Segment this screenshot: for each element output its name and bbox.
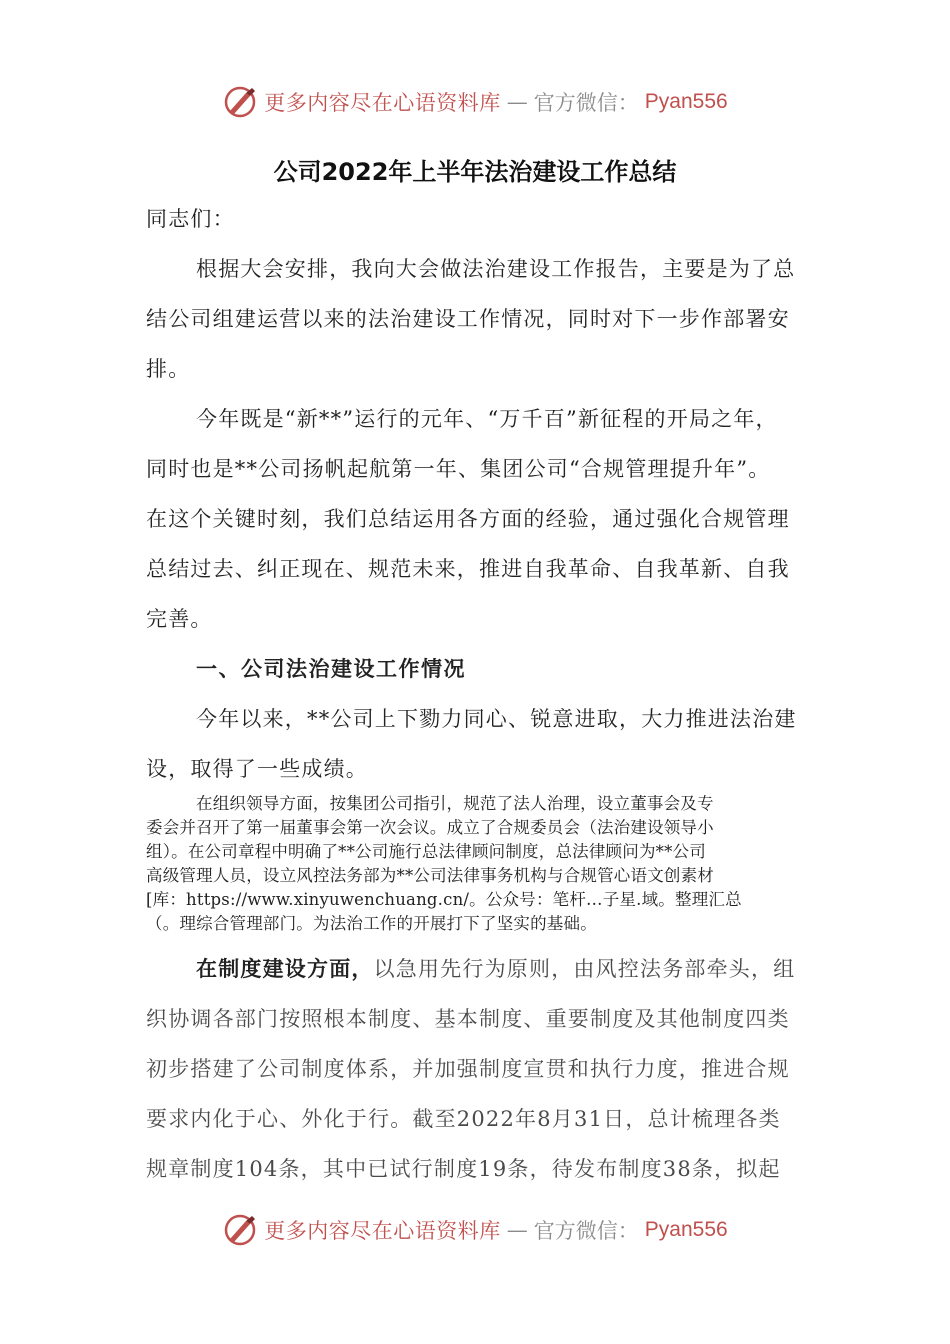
paragraph-line: 今年以来，**公司上下勠力同心、锐意进取，大力推进法治建 [196, 707, 797, 731]
paragraph-line: 排。 [146, 357, 191, 381]
paragraph-line [196, 954, 795, 984]
paragraph-line: 要求内化于心、外化于行。截至2022年8月31日，总计梳理各类 [146, 1107, 781, 1131]
banner-text: 更多内容尽在心语资料库 [264, 91, 501, 115]
paragraph-line: 在这个关键时刻，我们总结运用各方面的经验，通过强化合规管理 [146, 507, 790, 531]
paragraph-line: 结公司组建运营以来的法治建设工作情况，同时对下一步作部署安 [146, 307, 790, 331]
paragraph-line: 规章制度104条，其中已试行制度19条，待发布制度38条，拟起 [146, 1157, 781, 1181]
banner-suffix: 官方微信： [533, 1219, 639, 1243]
paragraph-line: 同时也是**公司扬帆起航第一年、集团公司“合规管理提升年”。 [146, 457, 771, 481]
banner-wechat-id: Pyan556 [644, 90, 728, 113]
banner-dash: — [506, 90, 528, 114]
paragraph-line: 织协调各部门按照根本制度、基本制度、重要制度及其他制度四类 [146, 1007, 790, 1031]
paragraph-line: [库：https://www.xinyuwenchuang.cn/。公众号：笔杆…子星.域。整理汇总 [146, 890, 742, 909]
paragraph-line: 设，取得了一些成绩。 [146, 757, 368, 781]
paragraph-line: 完善。 [146, 607, 213, 631]
section-heading: 一、公司法治建设工作情况 [196, 657, 466, 681]
paragraph-line: 今年既是“新**”运行的元年、“万千百”新征程的开局之年， [196, 407, 778, 431]
greeting: 同志们： [146, 207, 235, 231]
bold-lead-text: 在制度建设方面， [196, 956, 374, 981]
paragraph-line: 初步搭建了公司制度体系，并加强制度宣贯和执行力度，推进合规 [146, 1057, 790, 1081]
pen-logo-icon [222, 1212, 258, 1248]
banner-suffix: 官方微信： [533, 91, 639, 115]
header-banner [0, 82, 950, 122]
paragraph-line: 在组织领导方面，按集团公司指引，规范了法人治理，设立董事会及专 [196, 794, 714, 813]
banner-wechat-id: Pyan556 [644, 1218, 728, 1241]
paragraph-line: 总结过去、纠正现在、规范未来，推进自我革命、自我革新、自我 [146, 557, 790, 581]
paragraph-line: 根据大会安排，我向大会做法治建设工作报告，主要是为了总 [196, 257, 796, 281]
paragraph-line: 委会并召开了第一届董事会第一次会议。成立了合规委员会（法治建设领导小 [146, 818, 714, 837]
banner-text: 更多内容尽在心语资料库 [264, 1219, 501, 1243]
paragraph-line: 组）。在公司章程中明确了**公司施行总法律顾问制度，总法律顾问为**公司 [146, 842, 706, 861]
paragraph-line: 高级管理人员，设立风控法务部为**公司法律事务机构与合规管心语文创素材 [146, 866, 714, 885]
paragraph-line: （。理综合管理部门。为法治工作的开展打下了坚实的基础。 [146, 914, 597, 933]
banner-dash: — [506, 1218, 528, 1242]
footer-banner [0, 1210, 950, 1250]
pen-logo-icon [222, 84, 258, 120]
paragraph-text: 以急用先行为原则，由风控法务部牵头，组 [373, 957, 796, 981]
document-title: 公司2022年上半年法治建设工作总结 [273, 158, 677, 186]
